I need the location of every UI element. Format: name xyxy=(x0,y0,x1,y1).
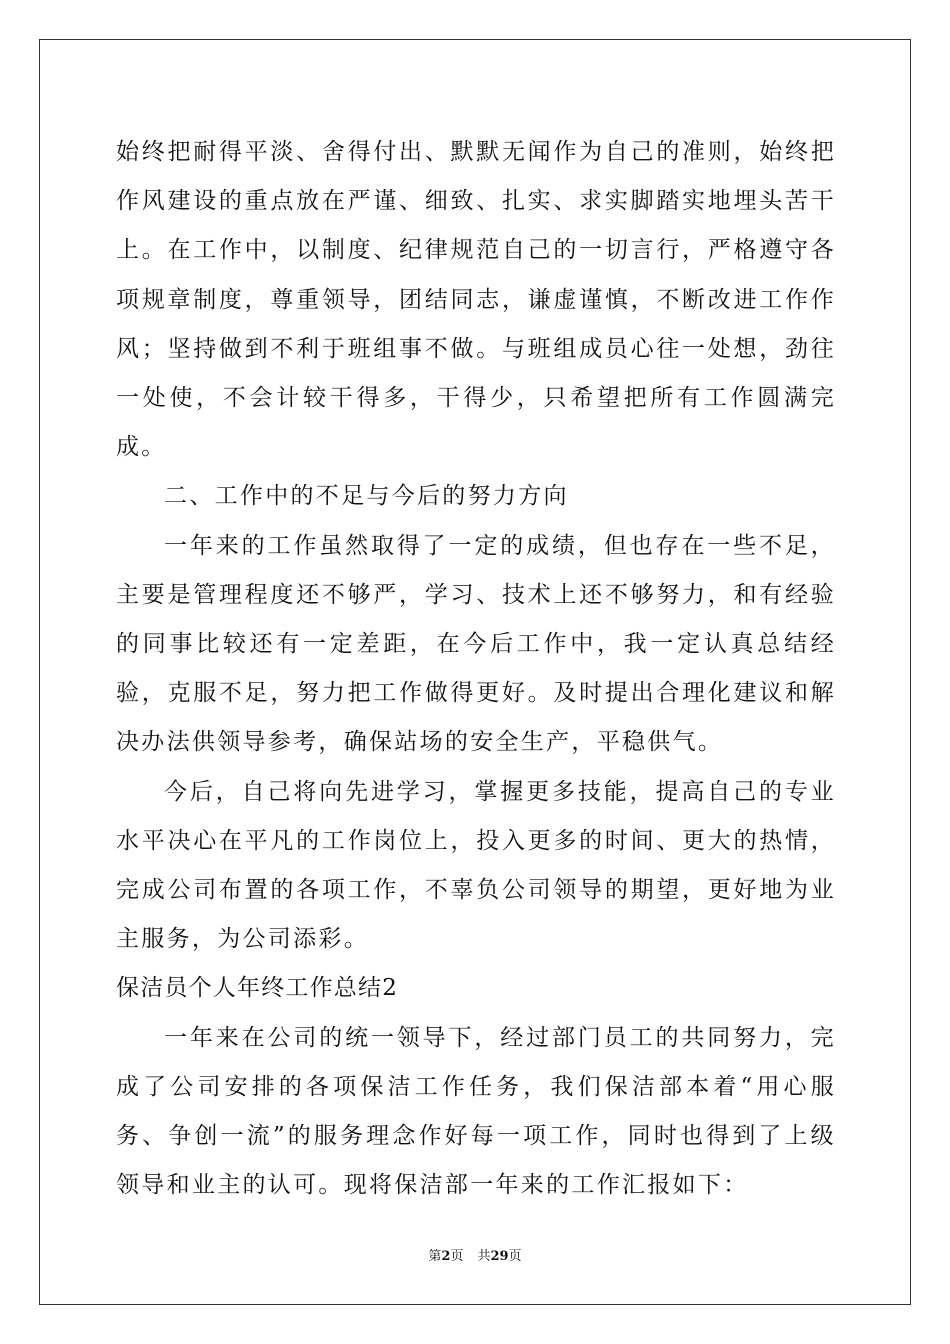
current-page-number: 2 xyxy=(441,1249,451,1264)
paragraph-shortcomings: 一年来的工作虽然取得了一定的成绩，但也存在一些不足，主要是管理程度还不够严，学习、技术上还不够努力，和有经验的同事比较还有一定差距，在今后工作中，我一定认真总结经验，克服不足，努力把工作做得更好。及时提出合理化建议和解决办法供领导参考，确保站场的安全生产，平稳供气。 xyxy=(116,532,836,756)
paragraph-work-style: 始终把耐得平淡、舍得付出、默默无闻作为自己的准则，始终把作风建设的重点放在严谨、细致、扎实、求实脚踏实地埋头苦干上。在工作中，以制度、纪律规范自己的一切言行，严格遵守各项规章制度，尊重领导，团结同志，谦虚谨慎，不断改进工作作风；坚持做到不利于班组事不做。与班组成员心往一处想，劲往一处使，不会计较干得多，干得少，只希望把所有工作圆满完成。 xyxy=(116,139,836,461)
total-prefix: 共 xyxy=(477,1249,491,1264)
page-prefix: 第 xyxy=(428,1249,442,1264)
page-footer xyxy=(0,1245,950,1264)
page-suffix: 页 xyxy=(450,1249,464,1264)
paragraph-summary-intro: 一年来在公司的统一领导下，经过部门员工的共同努力，完成了公司安排的各项保洁工作任务，我们保洁部本着“用心服务、争创一流”的服务理念作好每一项工作，同时也得到了上级领导和业主的认可。现将保洁部一年来的工作汇报如下： xyxy=(116,1024,836,1199)
section-heading-shortcomings: 二、工作中的不足与今后的努力方向 xyxy=(164,483,569,510)
document-body xyxy=(116,128,836,1210)
document-title-summary-2: 保洁员个人年终工作总结2 xyxy=(116,975,399,1002)
total-suffix: 页 xyxy=(508,1249,522,1264)
paragraph-future-plans: 今后，自己将向先进学习，掌握更多技能，提高自己的专业水平决心在平凡的工作岗位上，投入更多的时间、更大的热情，完成公司布置的各项工作，不辜负公司领导的期望，更好地为业主服务，为公司添彩。 xyxy=(116,778,836,953)
total-page-number: 29 xyxy=(490,1249,509,1264)
